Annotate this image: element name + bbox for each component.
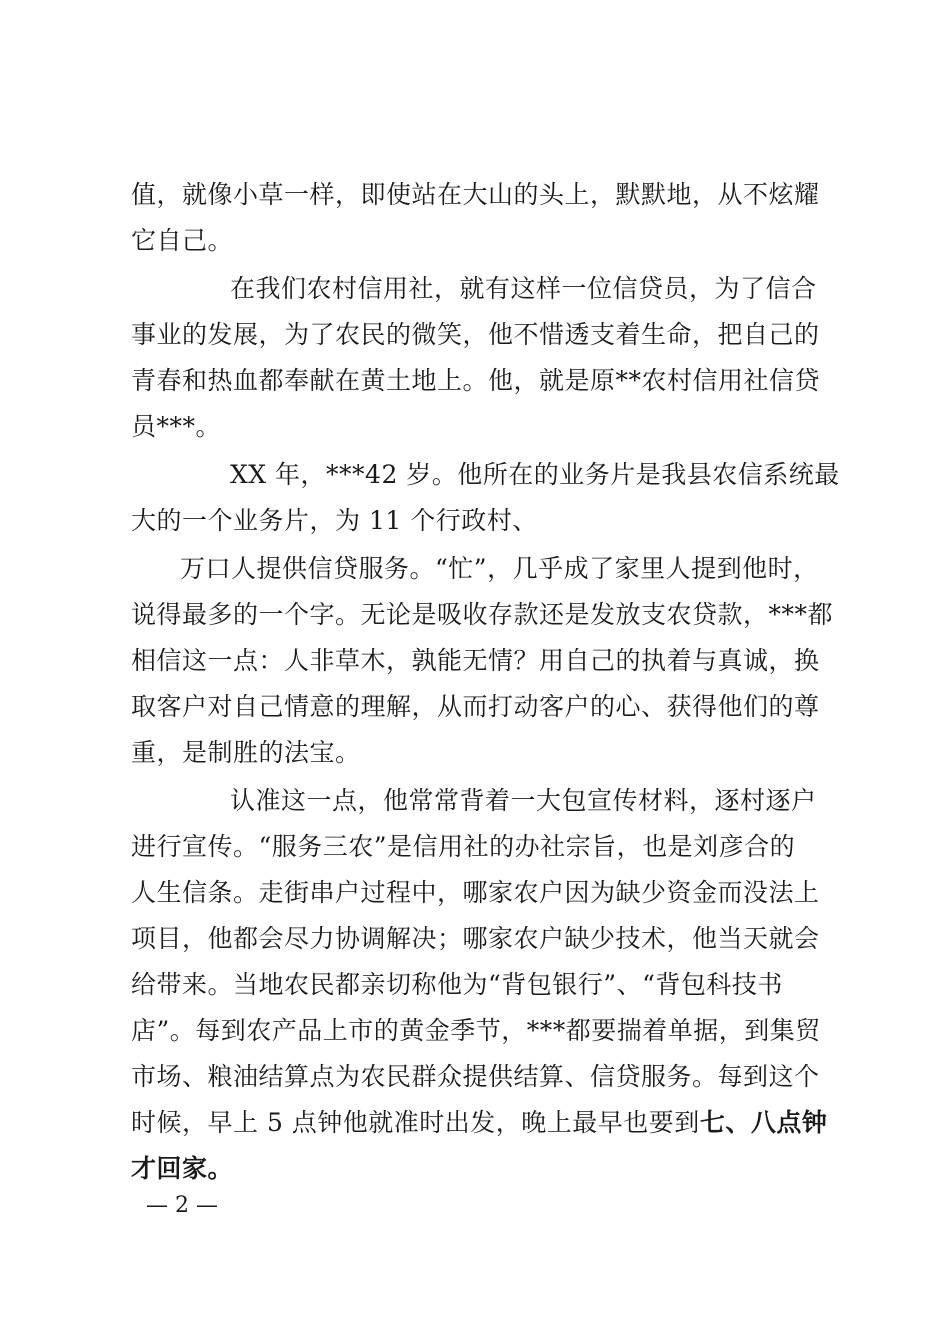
text-line: 进行宣传。“服务三农”是信用社的办社宗旨，也是刘彦合的 bbox=[131, 832, 796, 861]
text-line: 项目，他都会尽力协调解决；哪家农户缺少技术，他当天就会 bbox=[131, 924, 820, 953]
text-line: 相信这一点：人非草木，孰能无情？用自己的执着与真诚，换 bbox=[131, 646, 820, 675]
text-line: 市场、粮油结算点为农民群众提供结算、信贷服务。每到这个 bbox=[131, 1062, 820, 1091]
text-line: 它自己。 bbox=[131, 226, 234, 255]
text-line: 店”。每到农产品上市的黄金季节，***都要揣着单据，到集贸 bbox=[131, 1016, 821, 1045]
text-line: 大的一个业务片，为 11 个行政村、 bbox=[131, 506, 538, 535]
paragraph-start-line: 认准这一点，他常常背着一大包宣传材料，逐村逐户 bbox=[230, 786, 817, 815]
text-line: 青春和热血都奉献在黄土地上。他，就是原**农村信用社信贷 bbox=[131, 366, 821, 395]
page-number: — 2 — bbox=[146, 1193, 218, 1218]
text-line: 值，就像小草一样，即使站在大山的头上，默默地，从不炫耀 bbox=[131, 180, 820, 209]
paragraph-start-line: 万口人提供信贷服务。“忙”，几乎成了家里人提到他时， bbox=[180, 554, 819, 583]
text-line: 取客户对自己情意的理解，从而打动客户的心、获得他们的尊 bbox=[131, 692, 820, 721]
text-line: 说得最多的一个字。无论是吸收存款还是发放支农贷款，***都 bbox=[131, 600, 834, 629]
paragraph-start-line: XX 年，***42 岁。他所在的业务片是我县农信系统最 bbox=[230, 460, 840, 489]
text-line: 人生信条。走街串户过程中，哪家农户因为缺少资金而没法上 bbox=[131, 878, 820, 907]
bold-text-segment: 七、八点钟 bbox=[699, 1108, 828, 1137]
text-segment: 时候，早上 5 点钟他就准时出发，晚上最早也要到 bbox=[131, 1108, 700, 1137]
text-line: 事业的发展，为了农民的微笑，他不惜透支着生命，把自己的 bbox=[131, 320, 820, 349]
bold-text-line: 才回家。 bbox=[131, 1154, 234, 1183]
text-line bbox=[131, 1106, 827, 1140]
paragraph-start-line: 在我们农村信用社，就有这样一位信贷员，为了信合 bbox=[230, 274, 817, 303]
text-line: 重，是制胜的法宝。 bbox=[131, 738, 361, 767]
text-line: 员***。 bbox=[131, 412, 222, 441]
text-line: 给带来。当地农民都亲切称他为“背包银行”、“背包科技书 bbox=[131, 970, 783, 999]
